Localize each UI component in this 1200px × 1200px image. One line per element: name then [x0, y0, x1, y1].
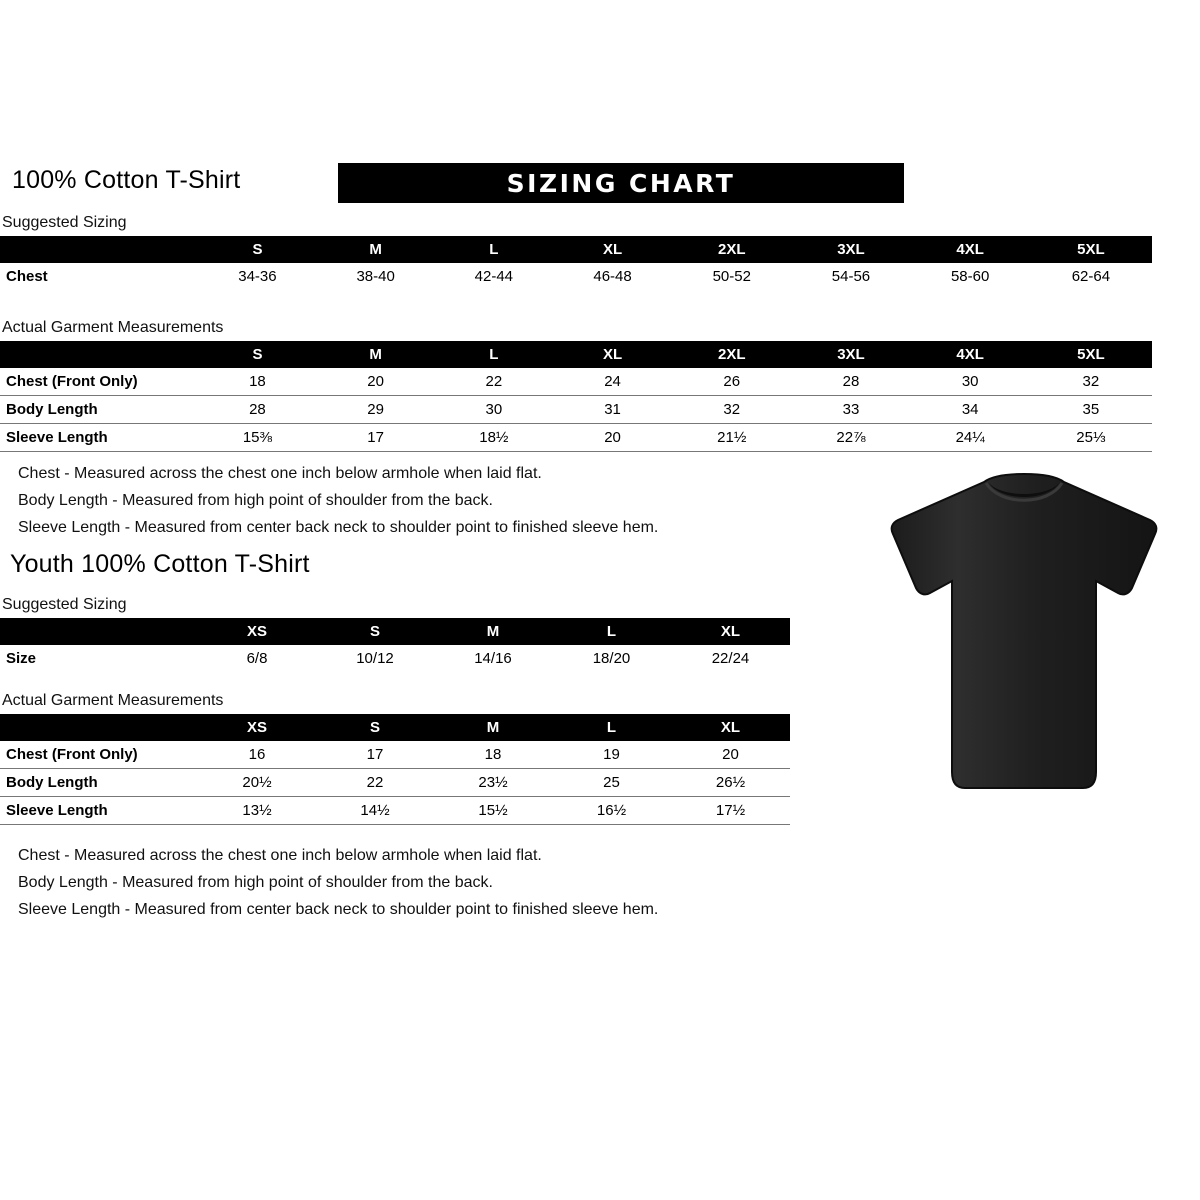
col-header-2xl: 2XL: [718, 241, 746, 258]
col-header-2xl: 2XL: [718, 346, 746, 363]
cell: 24¼: [911, 424, 1030, 452]
cell: 21½: [672, 424, 791, 452]
col-header-s: S: [369, 623, 380, 640]
cell: 32: [1030, 368, 1152, 396]
cell: 14½: [316, 797, 434, 825]
cell: 6/8: [246, 650, 268, 667]
sizing-chart-banner: [338, 163, 904, 203]
note-sleeve-length: Sleeve Length - Measured from center back neck to shoulder point to finished sleeve hem.: [18, 901, 659, 918]
col-header-blank: [0, 714, 198, 741]
col-header-l: L: [489, 346, 499, 363]
cell: 18: [434, 741, 552, 769]
youth-suggested-sizing-table: [0, 618, 790, 672]
row-label-body-length: Body Length: [0, 769, 198, 797]
col-header-4xl: 4XL: [956, 346, 984, 363]
cell: 15⅜: [198, 424, 316, 452]
cell: 24: [553, 368, 672, 396]
sizing-chart-banner-label: SIZING CHART: [506, 168, 736, 198]
col-header-5xl: 5XL: [1077, 241, 1105, 258]
cell: 25⅓: [1030, 424, 1152, 452]
cell: 58-60: [950, 268, 990, 285]
col-header-xs: XS: [246, 623, 267, 640]
table-row: [0, 741, 790, 769]
col-header-l: L: [606, 623, 617, 640]
col-header-l: L: [606, 719, 617, 736]
cell: 32: [672, 396, 791, 424]
adult-measurements-table: [0, 341, 1152, 452]
cell: 10/12: [356, 650, 394, 667]
col-header-l: L: [489, 241, 499, 258]
youth-section-title: Youth 100% Cotton T-Shirt: [10, 550, 310, 578]
table-row: [0, 396, 1152, 424]
cell: 13½: [198, 797, 316, 825]
cell: 19: [552, 741, 671, 769]
cell: 20: [317, 368, 435, 396]
cell: 31: [553, 396, 672, 424]
cell: 28: [198, 396, 316, 424]
table-row: [0, 769, 790, 797]
col-header-xl: XL: [602, 346, 623, 363]
cell: 20½: [198, 769, 316, 797]
table-header-row: [0, 714, 790, 741]
cell: 34-36: [238, 268, 277, 285]
col-header-s: S: [252, 346, 263, 363]
row-label-sleeve-length: Sleeve Length: [0, 797, 198, 825]
cell: 50-52: [712, 268, 751, 285]
cell: 33: [791, 396, 910, 424]
row-label-chest: Chest: [6, 268, 48, 285]
adult-measurement-notes: [18, 460, 658, 541]
table-header-row: [0, 236, 1152, 263]
table-row: [0, 424, 1152, 452]
cell: 22⅞: [791, 424, 910, 452]
youth-suggested-sizing-label: Suggested Sizing: [2, 596, 127, 613]
cell: 20: [553, 424, 672, 452]
col-header-m: M: [486, 623, 500, 640]
cell: 30: [435, 396, 553, 424]
adult-suggested-sizing-table: [0, 236, 1152, 290]
adult-section-title: 100% Cotton T-Shirt: [12, 166, 241, 194]
cell: 38-40: [356, 268, 395, 285]
tshirt-body: [892, 474, 1157, 788]
row-label-sleeve-length: Sleeve Length: [0, 424, 198, 452]
adult-actual-garment-label: Actual Garment Measurements: [2, 319, 224, 336]
col-header-5xl: 5XL: [1077, 346, 1105, 363]
cell: 16½: [552, 797, 671, 825]
col-header-m: M: [369, 346, 382, 363]
row-label-chest-front-only: Chest (Front Only): [0, 368, 198, 396]
note-chest: Chest - Measured across the chest one inch below armhole when laid flat.: [18, 465, 542, 482]
cell: 15½: [434, 797, 552, 825]
youth-measurement-notes: [18, 842, 658, 923]
adult-suggested-sizing-label: Suggested Sizing: [2, 214, 127, 231]
cell: 14/16: [474, 650, 512, 667]
cell: 54-56: [831, 268, 871, 285]
col-header-m: M: [486, 719, 500, 736]
table-header-row: [0, 618, 790, 645]
cell: 17: [316, 741, 434, 769]
table-header-row: [0, 341, 1152, 368]
cell: 35: [1030, 396, 1152, 424]
cell: 23½: [434, 769, 552, 797]
cell: 46-48: [593, 268, 632, 285]
cell: 42-44: [474, 268, 514, 285]
col-header-3xl: 3XL: [837, 241, 865, 258]
cell: 30: [911, 368, 1030, 396]
col-header-xl: XL: [720, 719, 741, 736]
cell: 16: [198, 741, 316, 769]
note-body-length: Body Length - Measured from high point of shoulder from the back.: [18, 874, 493, 891]
col-header-blank: [0, 341, 198, 368]
row-label-size: Size: [6, 650, 37, 667]
cell: 26: [672, 368, 791, 396]
row-label-body-length: Body Length: [0, 396, 198, 424]
cell: 18: [198, 368, 316, 396]
cell: 34: [911, 396, 1030, 424]
col-header-4xl: 4XL: [956, 241, 984, 258]
cell: 18½: [435, 424, 553, 452]
col-header-xl: XL: [602, 241, 623, 258]
cell: 17½: [671, 797, 790, 825]
note-chest: Chest - Measured across the chest one inch below armhole when laid flat.: [18, 847, 542, 864]
cell: 17: [317, 424, 435, 452]
table-row: [0, 797, 790, 825]
col-header-xs: XS: [246, 719, 267, 736]
col-header-xl: XL: [720, 623, 741, 640]
tshirt-image: [888, 472, 1160, 802]
col-header-blank: [0, 236, 198, 263]
note-sleeve-length: Sleeve Length - Measured from center back neck to shoulder point to finished sleeve hem.: [18, 519, 659, 536]
cell: 22: [316, 769, 434, 797]
col-header-3xl: 3XL: [837, 346, 865, 363]
cell: 28: [791, 368, 910, 396]
cell: 62-64: [1071, 268, 1111, 285]
table-row: [0, 368, 1152, 396]
cell: 18/20: [592, 650, 631, 667]
col-header-m: M: [369, 241, 382, 258]
col-header-s: S: [369, 719, 380, 736]
cell: 20: [671, 741, 790, 769]
youth-actual-garment-label: Actual Garment Measurements: [2, 692, 224, 709]
table-row: [0, 645, 790, 672]
row-label-chest-front-only: Chest (Front Only): [0, 741, 198, 769]
cell: 22: [435, 368, 553, 396]
col-header-blank: [0, 618, 198, 645]
cell: 22/24: [711, 650, 750, 667]
youth-measurements-table: [0, 714, 790, 825]
col-header-s: S: [252, 241, 263, 258]
cell: 29: [317, 396, 435, 424]
cell: 25: [552, 769, 671, 797]
cell: 26½: [671, 769, 790, 797]
note-body-length: Body Length - Measured from high point of shoulder from the back.: [18, 492, 493, 509]
table-row: [0, 263, 1152, 290]
